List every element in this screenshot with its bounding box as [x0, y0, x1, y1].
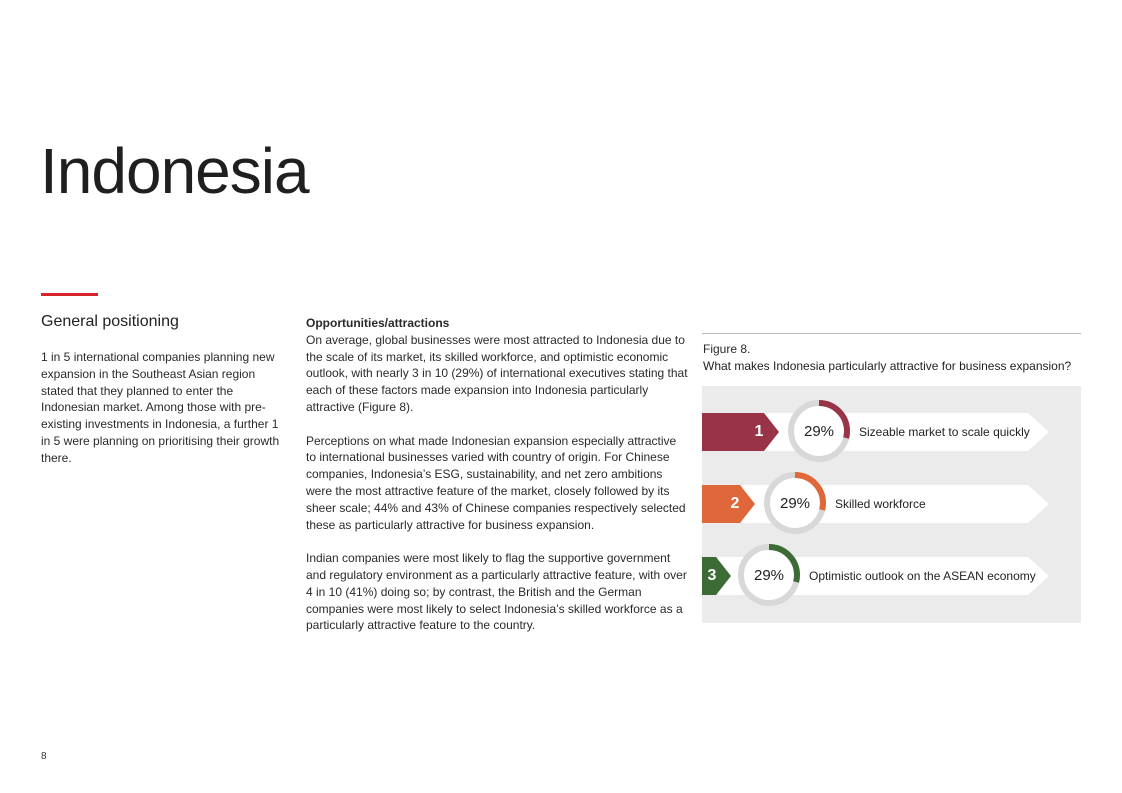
factor-label-1: Sizeable market to scale quickly	[859, 425, 1030, 439]
opportunities-paragraph-2: Perceptions on what made Indonesian expansion especially attractive to international businesses varied with country of origin. For Chinese companies, Indonesia’s ESG, sustainability, and net zero ambitions were the most attractive feature of the market, closely followed by its sheer scale; 44% and 43% of Chinese companies respectively selected these as particularly attractive for business expansion.	[306, 433, 686, 532]
rank-row-1	[702, 413, 1081, 451]
factor-label-2: Skilled workforce	[835, 497, 926, 511]
rank-row-3	[702, 557, 1081, 595]
rank-number-3: 3	[707, 567, 717, 584]
section-heading-general: General positioning	[41, 313, 179, 330]
figure-question: What makes Indonesia particularly attractive for business expansion?	[703, 359, 1072, 373]
rank-number-1: 1	[754, 423, 764, 440]
rank-row-2	[702, 485, 1081, 523]
figure-divider	[702, 333, 1081, 334]
donut-value-3: 29%	[753, 567, 785, 584]
donut-value-1: 29%	[803, 423, 835, 440]
rank-number-2: 2	[730, 495, 740, 512]
general-body: 1 in 5 international companies planning new expansion in the Southeast Asian region stated that they planned to enter the Indonesian market. Among those with pre-existing investments in Indonesia, a further 1 in 5 were planning on prioritising their growth there.	[41, 350, 280, 465]
page-number: 8	[41, 751, 47, 762]
page-title: Indonesia	[40, 135, 309, 207]
factor-label-3: Optimistic outlook on the ASEAN economy	[809, 569, 1036, 583]
donut-value-2: 29%	[779, 495, 811, 512]
accent-rule	[41, 293, 98, 296]
figure-label: Figure 8.	[703, 342, 751, 356]
opportunities-paragraph-1: On average, global businesses were most attracted to Indonesia due to the scale of its market, its skilled workforce, and optimistic economic outlook, with nearly 3 in 10 (29%) of international executives stating that each of these factors made expansion into Indonesia particularly attractive (Figure 8).	[306, 332, 688, 414]
opportunities-paragraph-3: Indian companies were most likely to flag the supportive government and regulatory environment as a particularly attractive feature, with over 4 in 10 (41%) doing so; by contrast, the British and the German companies were most likely to select Indonesia’s skilled workforce as a particularly attractive feature to the country.	[306, 551, 687, 633]
figure-panel	[702, 386, 1081, 623]
opportunities-column	[306, 315, 688, 651]
opportunities-heading: Opportunities/attractions	[306, 316, 450, 330]
